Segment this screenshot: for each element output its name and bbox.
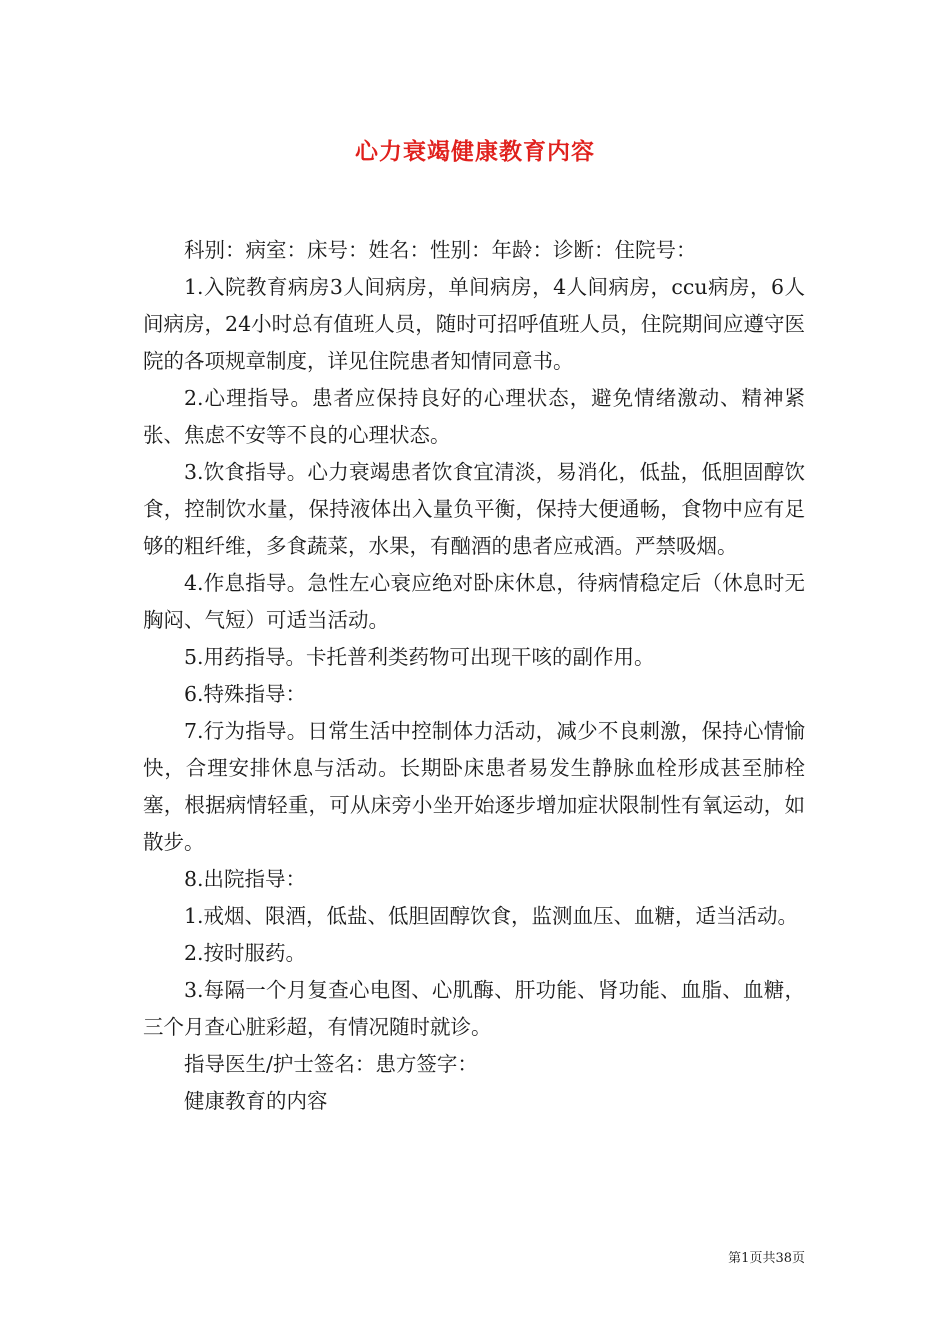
signature-line: 指导医生/护士签名：患方签字： (184, 1052, 478, 1076)
paragraph-diet-guidance: 3.饮食指导。心力衰竭患者饮食宜清淡，易消化，低盐，低胆固醇饮食，控制饮水量，保持液体出入量负平衡，保持大便通畅，食物中应有足够的粗纤维，多食蔬菜，水果，有酗酒的患者应戒酒。严禁吸烟。 (143, 460, 805, 558)
paragraph-discharge-guidance: 8.出院指导： (184, 867, 307, 891)
document-title: 心力衰竭健康教育内容 (355, 138, 595, 165)
paragraph-behavior-guidance: 7.行为指导。日常生活中控制体力活动，减少不良刺激，保持心情愉快，合理安排休息与活动。长期卧床患者易发生静脉血栓形成甚至肺栓塞，根据病情轻重，可从床旁小坐开始逐步增加症状限制性有氧运动，如散步。 (143, 719, 805, 854)
paragraph-closing-heading: 健康教育的内容 (184, 1089, 328, 1113)
paragraph-medication-guidance: 5.用药指导。卡托普利类药物可出现干咳的副作用。 (184, 645, 655, 669)
paragraph-admission-education: 1.入院教育病房3人间病房，单间病房，4人间病房，ccu病房，6人间病房，24小时总有值班人员，随时可招呼值班人员，住院期间应遵守医院的各项规章制度，详见住院患者知情同意书。 (143, 275, 805, 373)
page-number-footer: 第1页共38页 (728, 1251, 805, 1266)
paragraph-rest-guidance: 4.作息指导。急性左心衰应绝对卧床休息，待病情稳定后（休息时无胸闷、气短）可适当活动。 (143, 571, 805, 632)
paragraph-discharge-item-3: 3.每隔一个月复查心电图、心肌酶、肝功能、肾功能、血脂、血糖，三个月查心脏彩超，有情况随时就诊。 (143, 978, 805, 1039)
paragraph-discharge-item-2: 2.按时服药。 (184, 941, 307, 965)
paragraph-psychological-guidance: 2.心理指导。患者应保持良好的心理状态，避免情绪激动、精神紧张、焦虑不安等不良的心理状态。 (143, 386, 805, 447)
document-body (143, 232, 805, 1120)
patient-info-line: 科别：病室：床号：姓名：性别：年龄：诊断：住院号： (184, 238, 697, 262)
paragraph-special-guidance: 6.特殊指导： (184, 682, 307, 706)
paragraph-discharge-item-1: 1.戒烟、限酒，低盐、低胆固醇饮食，监测血压、血糖，适当活动。 (184, 904, 799, 928)
